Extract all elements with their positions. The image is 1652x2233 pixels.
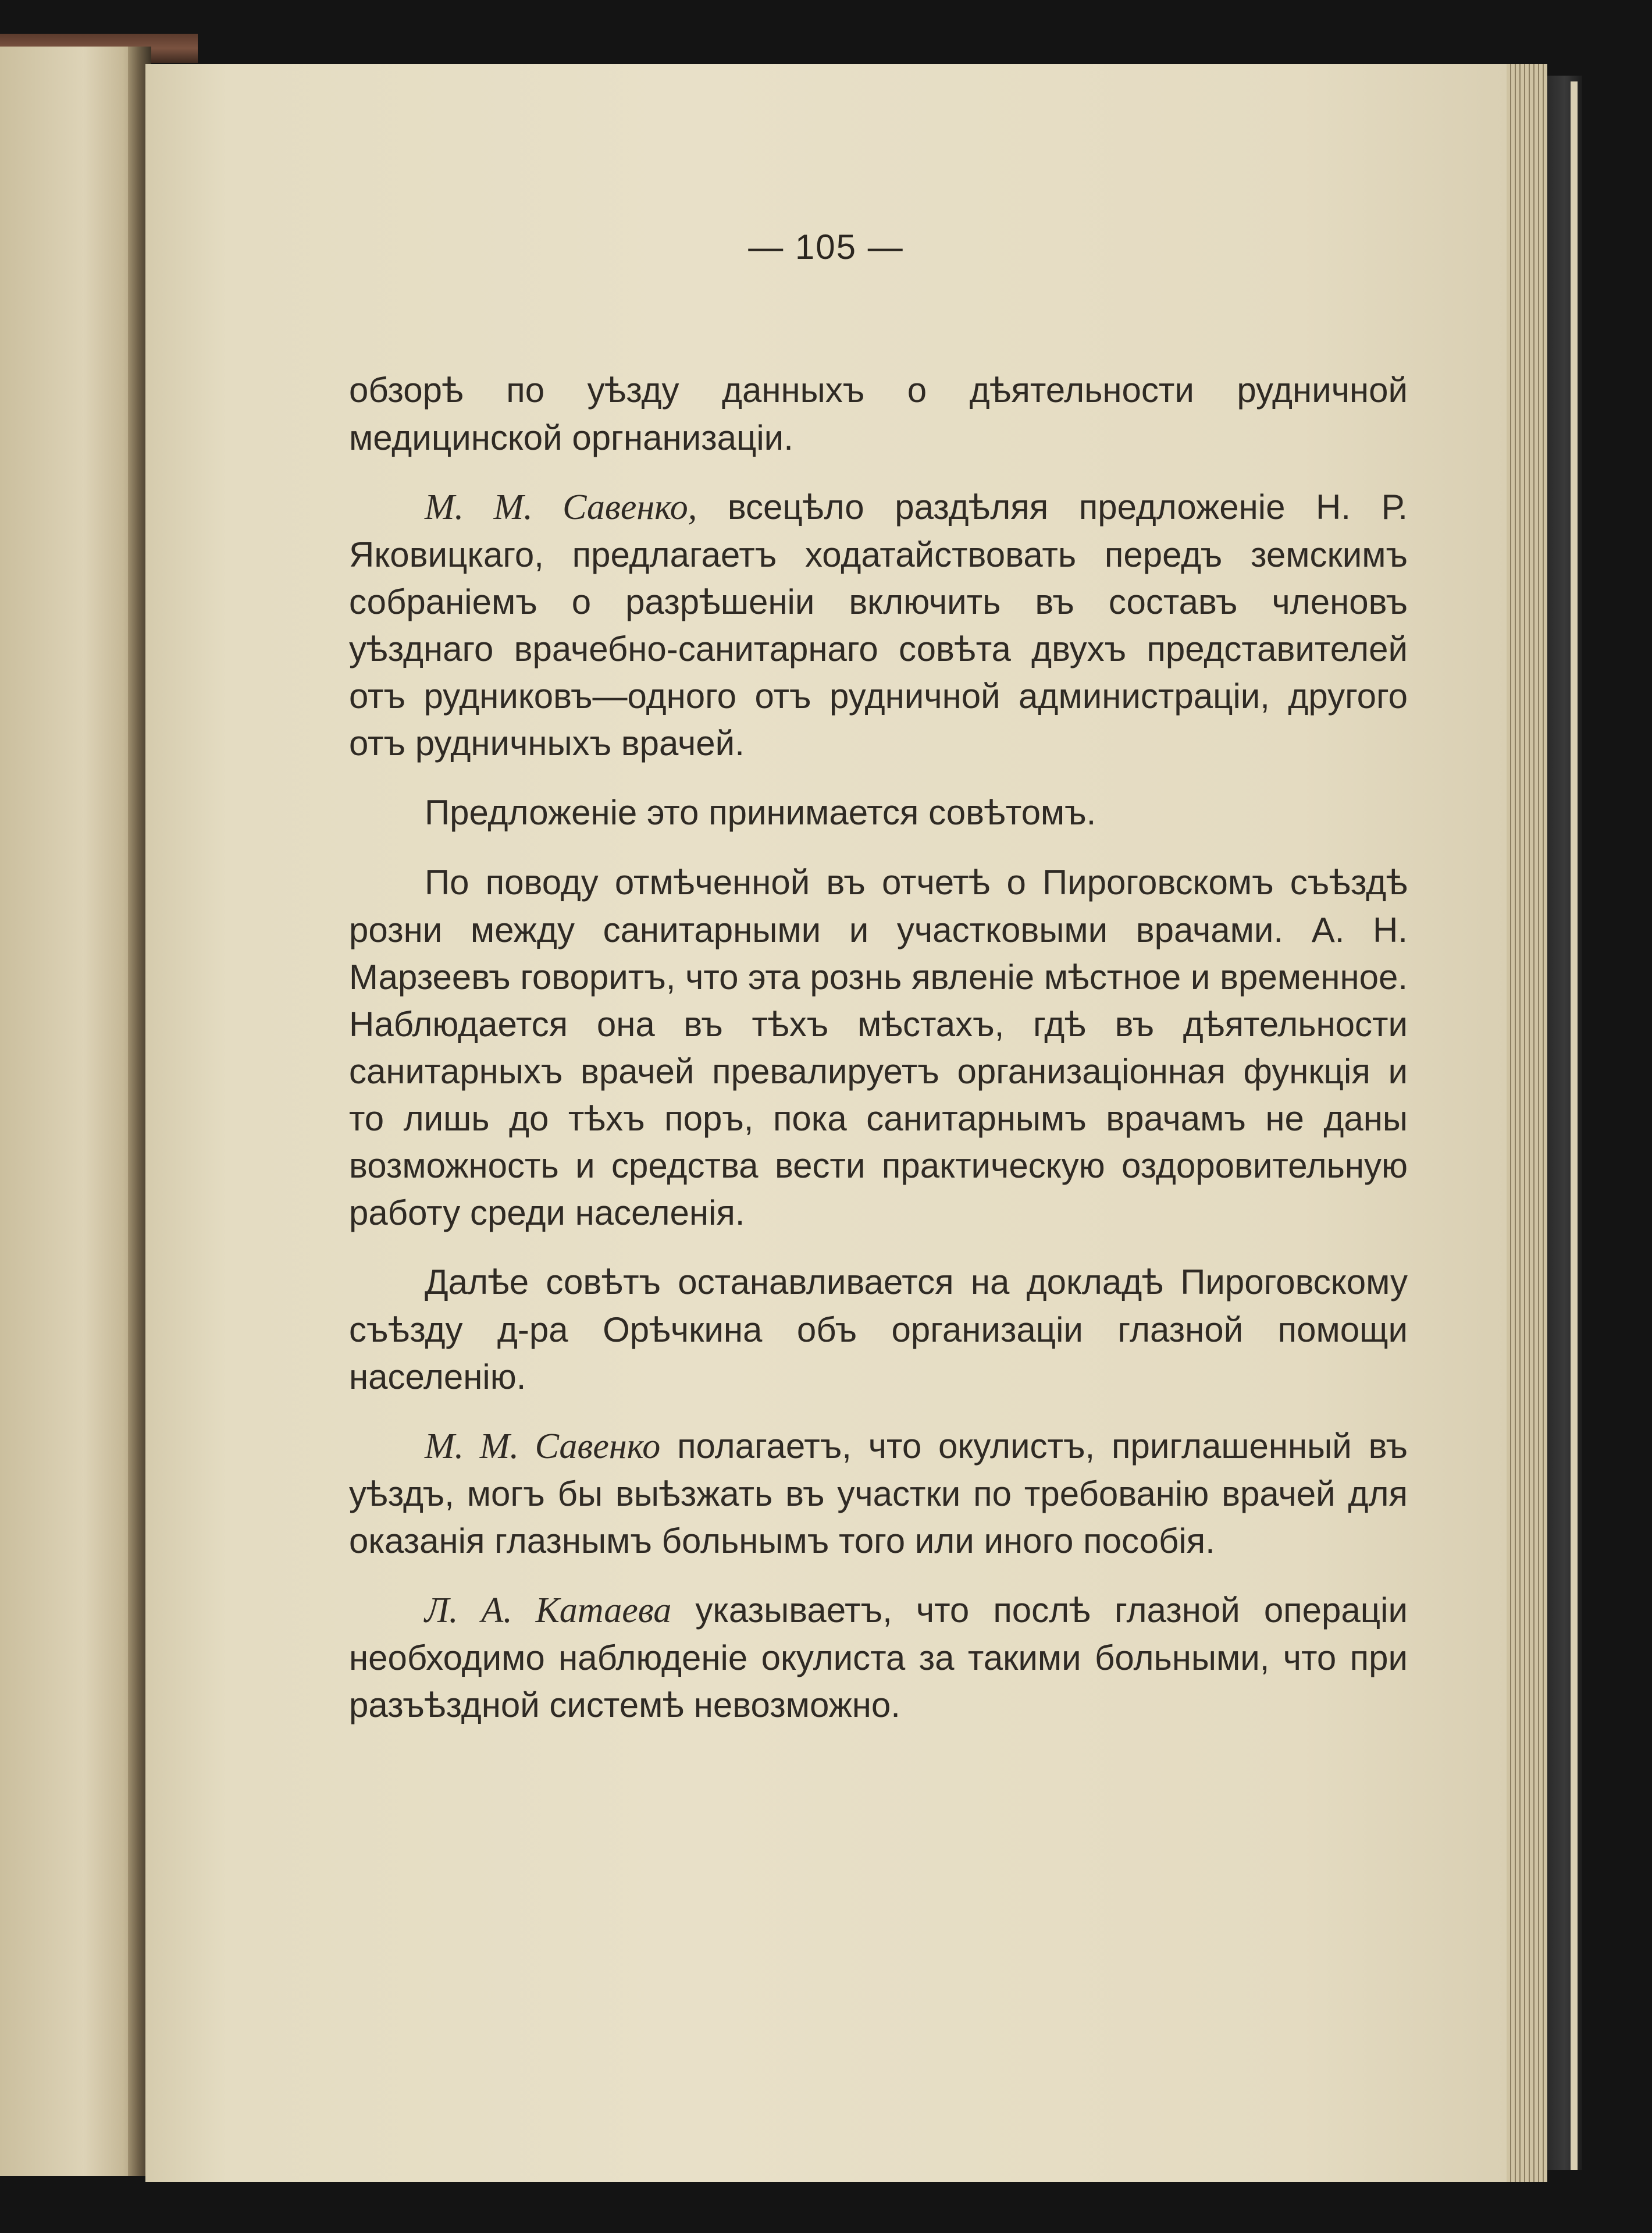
- speaker-name: М. М. Савенко: [425, 1427, 661, 1466]
- cover-page-strip: [1571, 81, 1578, 2170]
- paragraph-text: обзорѣ по уѣзду данныхъ о дѣятельности рудничной медицинской оргнанизаціи.: [349, 371, 1408, 457]
- speaker-name: М. М. Савенко,: [425, 488, 697, 527]
- book-page: [145, 64, 1507, 2182]
- paragraph-text: указываетъ, что послѣ глазной операціи необходимо наблюденіе окулиста за такими больными, что при разъѣздной системѣ невозможно.: [349, 1591, 1408, 1724]
- speaker-name: Л. А. Катаева: [425, 1591, 672, 1630]
- paragraph-text: всецѣло раздѣляя предложеніе Н. Р. Яковицкаго, предлагаетъ ходатайствовать передъ земскимъ собраніемъ о разрѣшеніи включить въ составъ членовъ уѣзднаго врачебно-санитарнаго совѣта двухъ представителей отъ рудниковъ—одного отъ рудничной администраціи, другого отъ рудничныхъ врачей.: [349, 488, 1408, 763]
- paragraph: [349, 1587, 1408, 1729]
- paragraph: [349, 1258, 1408, 1400]
- page-body: [349, 367, 1408, 1729]
- page-edges: [1507, 64, 1547, 2182]
- paragraph: [349, 1423, 1408, 1564]
- paragraph-text: Предложеніе это принимается совѣтомъ.: [425, 793, 1096, 832]
- paragraph-text: Далѣе совѣтъ останавливается на докладѣ Пироговскому съѣзду д-ра Орѣчкина объ организаціи глазной помощи населенію.: [349, 1263, 1408, 1396]
- paragraph: [349, 367, 1408, 461]
- paragraph-text: По поводу отмѣченной въ отчетѣ о Пироговскомъ съѣздѣ розни между санитарными и участковыми врачами. А. Н. Марзеевъ говоритъ, что эта рознь явленіе мѣстное и временное. Наблюдается она въ тѣхъ мѣстахъ, гдѣ въ дѣятельности санитарныхъ врачей превалируетъ организаціонная функція и то лишь до тѣхъ поръ, пока санитарнымъ врачамъ не даны возможность и средства вести практическую оздоровительную работу среди населенія.: [349, 863, 1408, 1232]
- facing-page: [0, 47, 140, 2176]
- page-number: — 105 —: [748, 227, 904, 266]
- paragraph-text: полагаетъ, что окулистъ, приглашенный въ уѣздъ, могъ бы выѣзжать въ участки по требованію врачей для оказанія глазнымъ больнымъ того или иного пособія.: [349, 1427, 1408, 1560]
- paragraph: [349, 789, 1408, 837]
- paragraph: [349, 859, 1408, 1236]
- paragraph: [349, 483, 1408, 767]
